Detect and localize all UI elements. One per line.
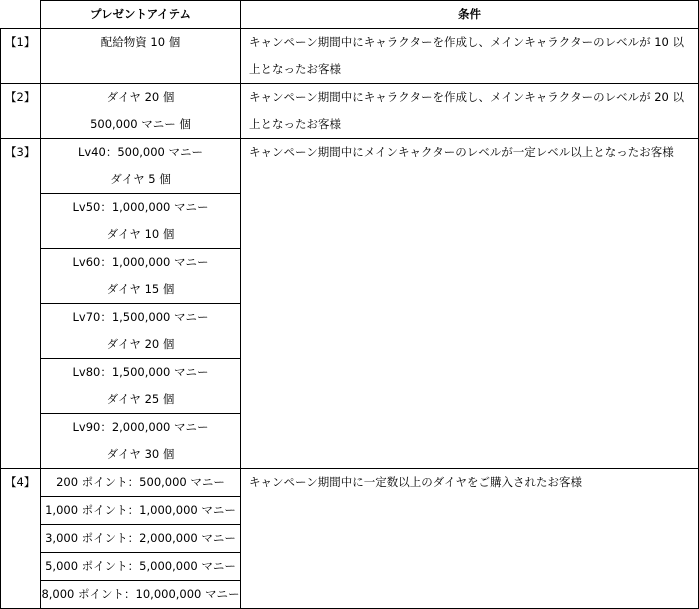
item-cell <box>41 497 241 525</box>
item-line: Lv60：1,000,000 マニー <box>72 255 209 269</box>
item-cell <box>41 249 241 304</box>
item-line: Lv40：500,000 マニー <box>77 145 204 159</box>
item-line: ダイヤ 15 個 <box>106 282 175 296</box>
item-line: 5,000 ポイント：5,000,000 マニー <box>45 559 236 573</box>
item-cell <box>41 553 241 581</box>
row-number: 【2】 <box>1 84 41 139</box>
item-line: Lv90：2,000,000 マニー <box>72 420 209 434</box>
table-row-2 <box>1 84 699 139</box>
row-number: 【3】 <box>1 139 41 469</box>
item-cell <box>41 304 241 359</box>
item-cell <box>41 194 241 249</box>
row-number: 【4】 <box>1 469 41 609</box>
item-line: 500,000 マニー 個 <box>90 117 191 131</box>
item-line: 8,000 ポイント：10,000,000 マニー <box>41 587 240 601</box>
item-cell <box>41 469 241 497</box>
header-conditions: 条件 <box>241 1 699 29</box>
condition-text: キャンペーン期間中に一定数以上のダイヤをご購入されたお客様 <box>249 475 583 489</box>
item-line: 配給物資 10 個 <box>100 35 181 49</box>
item-line: ダイヤ 5 個 <box>110 172 171 186</box>
item-cell <box>41 581 241 609</box>
table-row-3 <box>1 139 699 194</box>
item-cell <box>41 414 241 469</box>
table-row-1 <box>1 29 699 84</box>
item-cell <box>41 84 241 139</box>
item-line: ダイヤ 20 個 <box>106 337 175 351</box>
item-line: 1,000 ポイント：1,000,000 マニー <box>45 503 236 517</box>
item-line: 3,000 ポイント：2,000,000 マニー <box>45 531 236 545</box>
item-line: 200 ポイント：500,000 マニー <box>56 475 225 489</box>
header-blank-cell <box>1 1 41 29</box>
item-cell <box>41 29 241 84</box>
item-line: Lv80：1,500,000 マニー <box>72 365 209 379</box>
item-line: ダイヤ 10 個 <box>106 227 175 241</box>
condition-text: キャンペーン期間中にキャラクターを作成し、メインキャラクターのレベルが 20 以上となったお客様 <box>249 90 685 131</box>
condition-cell <box>241 29 699 84</box>
condition-text: キャンペーン期間中にキャラクターを作成し、メインキャラクターのレベルが 10 以上となったお客様 <box>249 35 685 76</box>
item-cell <box>41 139 241 194</box>
condition-cell <box>241 139 699 469</box>
item-line: Lv70：1,500,000 マニー <box>72 310 209 324</box>
item-line: ダイヤ 25 個 <box>106 392 175 406</box>
table-row-4 <box>1 469 699 497</box>
item-line: Lv50：1,000,000 マニー <box>72 200 209 214</box>
item-line: ダイヤ 30 個 <box>106 447 175 461</box>
condition-text: キャンペーン期間中にメインキャクターのレベルが一定レベル以上となったお客様 <box>249 145 674 159</box>
condition-cell <box>241 84 699 139</box>
item-line: ダイヤ 20 個 <box>106 90 175 104</box>
condition-cell <box>241 469 699 609</box>
row-number: 【1】 <box>1 29 41 84</box>
item-cell <box>41 525 241 553</box>
header-present-items: プレゼントアイテム <box>41 1 241 29</box>
item-cell <box>41 359 241 414</box>
